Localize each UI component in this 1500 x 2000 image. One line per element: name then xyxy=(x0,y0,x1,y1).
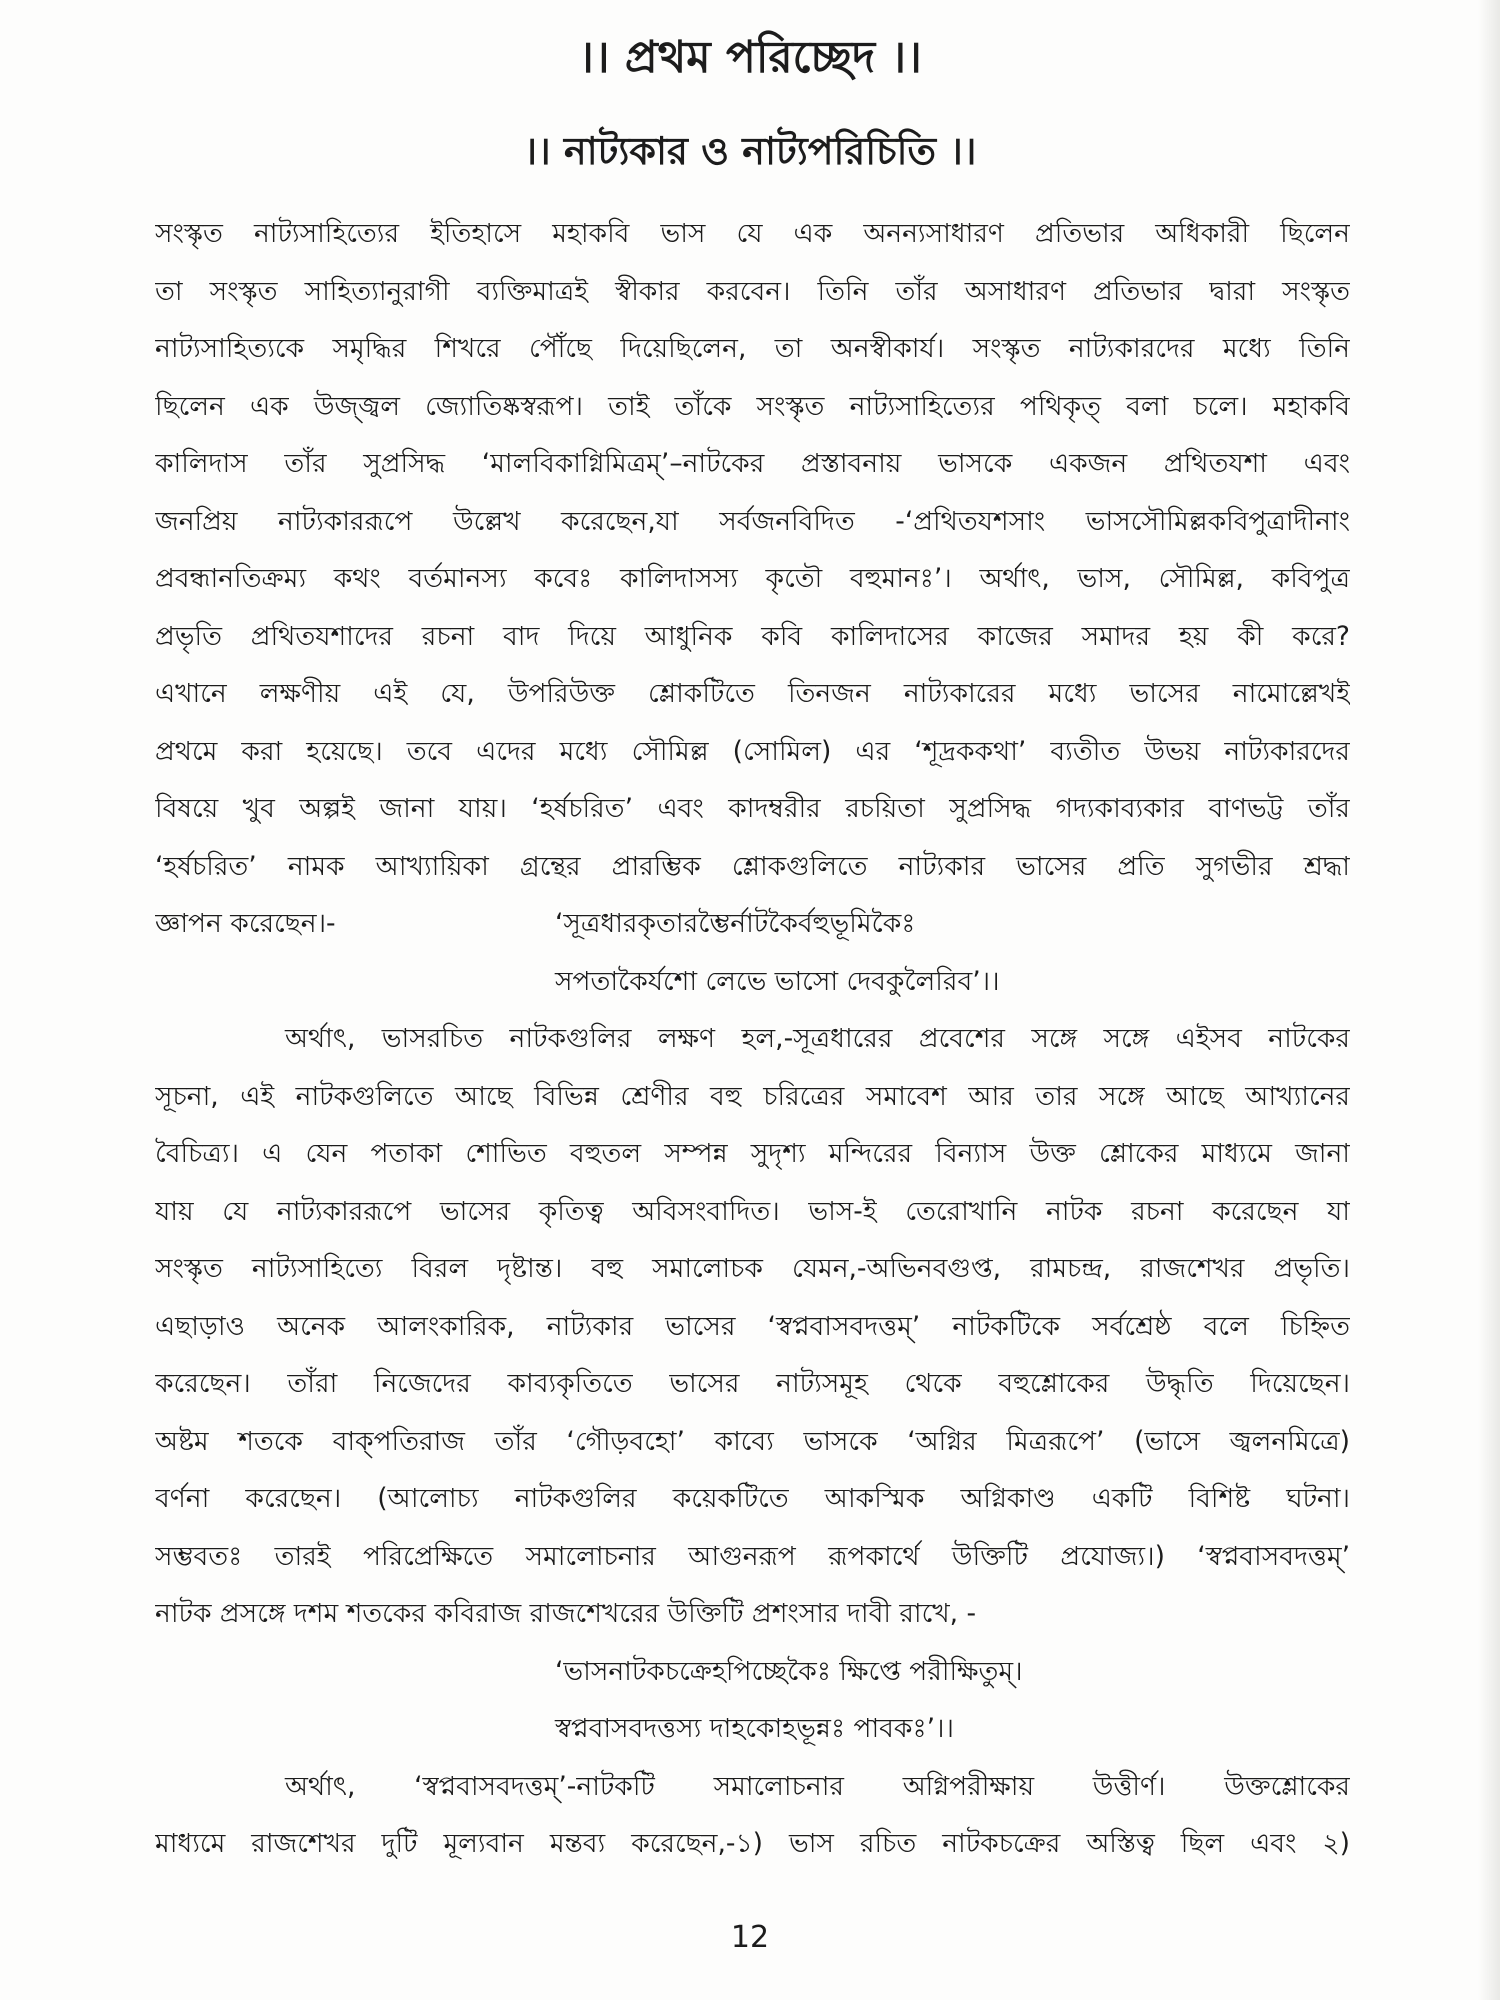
text-line-left: জ্ঞাপন করেছেন।- xyxy=(155,908,336,939)
section-title: ।। নাট্যকার ও নাট্যপরিচিতি ।। xyxy=(523,129,977,173)
text-line: কালিদাস তাঁর সুপ্রসিদ্ধ ‘মালবিকাগ্নিমিত্রম্’–নাটকের প্রস্তাবনায় ভাসকে একজন প্রথিতযশা এবং xyxy=(155,448,1350,479)
text-line: এখানে লক্ষণীয় এই যে, উপরিউক্ত শ্লোকটিতে তিনজন নাট্যকারের মধ্যে ভাসের নামোল্লেখই xyxy=(155,678,1350,709)
paragraph-start-line: অর্থাৎ, ‘স্বপ্নবাসবদত্তম্’-নাটকটি সমালোচনার অগ্নিপরীক্ষায় উত্তীর্ণ। উক্তশ্লোকের xyxy=(285,1770,1350,1802)
verse-line: ‘ভাসনাটকচক্রেহপিচ্ছেকৈঃ ক্ষিপ্তে পরীক্ষিতুম্। xyxy=(555,1655,1023,1687)
text-line: বিষয়ে খুব অল্পই জানা যায়। ‘হর্ষচরিত’ এবং কাদম্বরীর রচয়িতা সুপ্রসিদ্ধ গদ্যকাব্যকার বাণভট্ট তাঁর xyxy=(155,793,1350,824)
body-text xyxy=(155,205,1350,1873)
text-line: তা সংস্কৃত সাহিত্যানুরাগী ব্যক্তিমাত্রই স্বীকার করবেন। তিনি তাঁর অসাধারণ প্রতিভার দ্বারা সংস্কৃত xyxy=(155,275,1350,307)
verse-line: সপতাকৈর্যশো লেভে ভাসো দেবকুলৈরিব’।। xyxy=(555,965,1000,997)
text-line: ‘হর্ষচরিত’ নামক আখ্যায়িকা গ্রন্থের প্রারম্ভিক শ্লোকগুলিতে নাট্যকার ভাসের প্রতি সুগভীর শ্রদ্ধা xyxy=(155,850,1350,882)
text-line: বৈচিত্র্য। এ যেন পতাকা শোভিত বহুতল সম্পন্ন সুদৃশ্য মন্দিরের বিন্যাস উক্ত শ্লোকের মাধ্যমে জানা xyxy=(155,1138,1350,1169)
text-line: নাটক প্রসঙ্গে দশম শতকের কবিরাজ রাজশেখরের উক্তিটি প্রশংসার দাবী রাখে, - xyxy=(155,1598,977,1629)
text-line-with-verse xyxy=(155,895,1350,953)
text-line: যায় যে নাট্যকাররূপে ভাসের কৃতিত্ব অবিসংবাদিত। ভাস-ই তেরোখানি নাটক রচনা করেছেন যা xyxy=(155,1195,1350,1227)
text-line: বর্ণনা করেছেন। (আলোচ্য নাটকগুলির কয়েকটিতে আকস্মিক অগ্নিকাণ্ড একটি বিশিষ্ট ঘটনা। xyxy=(155,1483,1350,1514)
paragraph-start-line: অর্থাৎ, ভাসরচিত নাটকগুলির লক্ষণ হল,-সূত্রধারের প্রবেশের সঙ্গে সঙ্গে এইসব নাটকের xyxy=(285,1023,1350,1054)
text-line: জনপ্রিয় নাট্যকাররূপে উল্লেখ করেছেন,যা সর্বজনবিদিত -‘প্রথিতযশসাং ভাসসৌমিল্লকবিপুত্রাদীনাং xyxy=(155,505,1350,537)
text-line: সংস্কৃত নাট্যসাহিত্যের ইতিহাসে মহাকবি ভাস যে এক অনন্যসাধারণ প্রতিভার অধিকারী ছিলেন xyxy=(155,218,1350,249)
text-line: করেছেন। তাঁরা নিজেদের কাব্যকৃতিতে ভাসের নাট্যসমূহ থেকে বহুশ্লোকের উদ্ধৃতি দিয়েছেন। xyxy=(155,1368,1350,1399)
verse-line: স্বপ্নবাসবদত্তস্য দাহকোহভূন্নঃ পাবকঃ’।। xyxy=(555,1713,954,1744)
text-line: প্রবন্ধানতিক্রম্য কথং বর্তমানস্য কবেঃ কালিদাসস্য কৃতৌ বহুমানঃ’। অর্থাৎ, ভাস, সৌমিল্ল, কবিপুত্র xyxy=(155,563,1350,594)
text-line: সংস্কৃত নাট্যসাহিত্যে বিরল দৃষ্টান্ত। বহু সমালোচক যেমন,-অভিনবগুপ্ত, রামচন্দ্র, রাজশেখর প্রভৃতি। xyxy=(155,1253,1350,1284)
text-line: ছিলেন এক উজ্জ্বল জ্যোতিষ্কস্বরূপ। তাই তাঁকে সংস্কৃত নাট্যসাহিত্যের পথিকৃত্ বলা চলে। মহাকবি xyxy=(155,390,1350,422)
text-line: এছাড়াও অনেক আলংকারিক, নাট্যকার ভাসের ‘স্বপ্নবাসবদত্তম্’ নাটকটিকে সর্বশ্রেষ্ঠ বলে চিহ্নিত xyxy=(155,1310,1350,1342)
verse-line: ‘সূত্রধারকৃতারম্ভৈর্নাটকৈর্বহুভূমিকৈঃ xyxy=(555,908,916,939)
text-line: মাধ্যমে রাজশেখর দুটি মূল্যবান মন্তব্য করেছেন,-১) ভাস রচিত নাটকচক্রের অস্তিত্ব ছিল এবং ২) xyxy=(155,1828,1350,1859)
text-line: অষ্টম শতকে বাক্পতিরাজ তাঁর ‘গৌড়বহো’ কাব্যে ভাসকে ‘অগ্নির মিত্ররূপে’ (ভাসে জ্বলনমিত্রে) xyxy=(155,1425,1350,1457)
page-number: 12 xyxy=(730,1920,770,1955)
text-line: সূচনা, এই নাটকগুলিতে আছে বিভিন্ন শ্রেণীর বহু চরিত্রের সমাবেশ আর তার সঙ্গে আছে আখ্যানের xyxy=(155,1080,1350,1112)
text-line: প্রভৃতি প্রথিতযশাদের রচনা বাদ দিয়ে আধুনিক কবি কালিদাসের কাজের সমাদর হয় কী করে? xyxy=(155,620,1350,652)
text-line: প্রথমে করা হয়েছে। তবে এদের মধ্যে সৌমিল্ল (সোমিল) এর ‘শূদ্রককথা’ ব্যতীত উভয় নাট্যকারদের xyxy=(155,735,1350,767)
page-edge-shadow xyxy=(1478,0,1500,2000)
chapter-title: ।। প্রথম পরিচ্ছেদ ।। xyxy=(578,32,922,83)
text-line: নাট্যসাহিত্যকে সমৃদ্ধির শিখরে পৌঁছে দিয়েছিলেন, তা অনস্বীকার্য। সংস্কৃত নাট্যকারদের মধ্যে তিনি xyxy=(155,333,1350,364)
text-line: সম্ভবতঃ তারই পরিপ্রেক্ষিতে সমালোচনার আগুনরূপ রূপকার্থে উক্তিটি প্রযোজ্য।) ‘স্বপ্নবাসবদত্তম্’ xyxy=(155,1540,1350,1572)
